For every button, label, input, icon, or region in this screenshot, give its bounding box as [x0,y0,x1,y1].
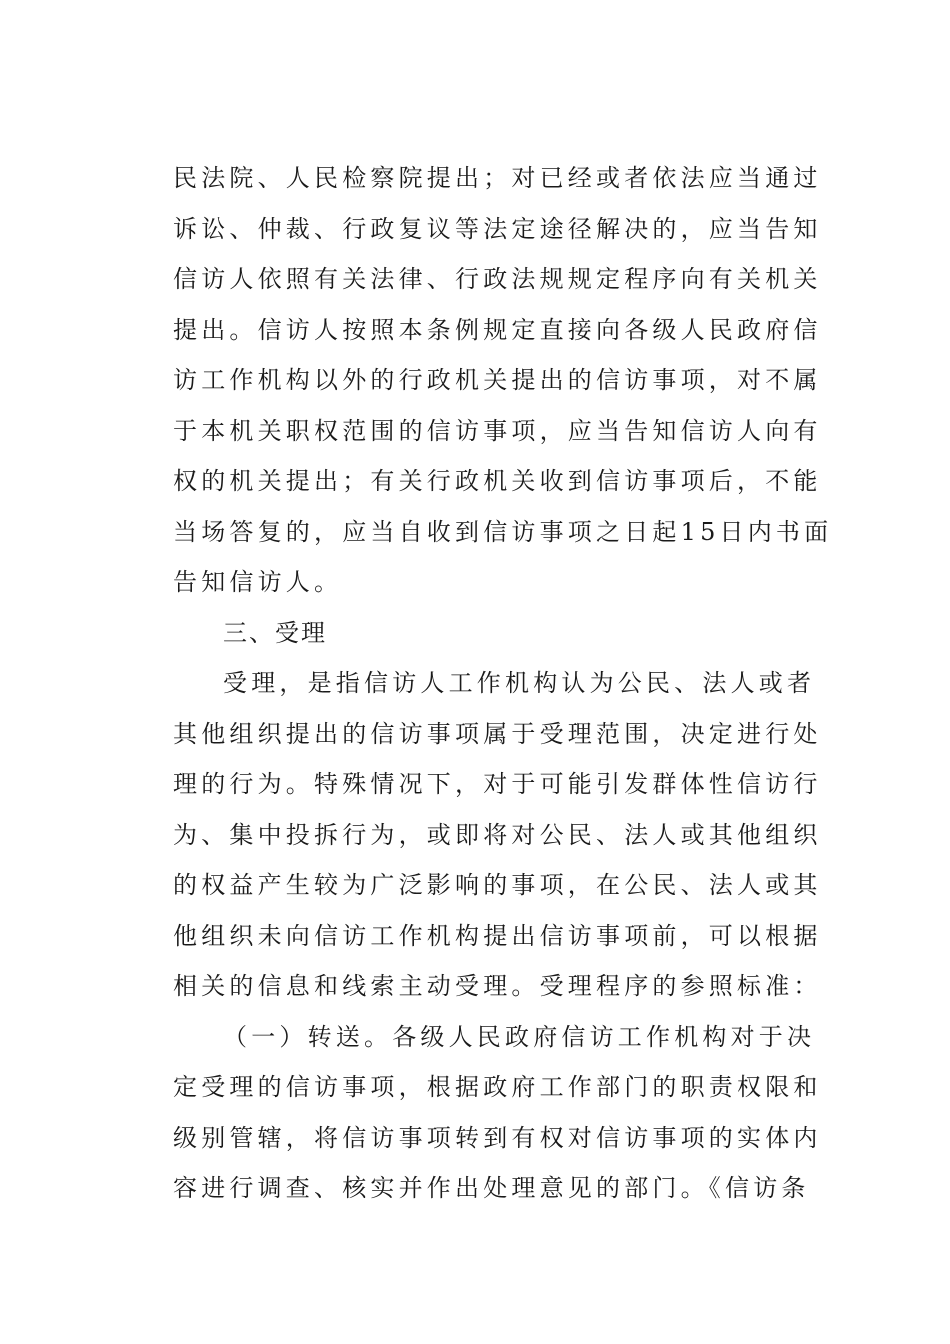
text-line: 理的行为。特殊情况下，对于可能引发群体性信访行 [173,770,822,798]
text-line: 的权益产生较为广泛影响的事项，在公民、法人或其 [173,871,822,899]
text-line: 其他组织提出的信访事项属于受理范围，决定进行处 [173,719,822,748]
text-line: （一）转送。各级人民政府信访工作机构对于决 [223,1022,816,1051]
document-page [173,153,833,1214]
text-line: 提出。信访人按照本条例规定直接向各级人民政府信 [173,315,822,344]
text-line: 告知信访人。 [173,568,343,596]
text-line: 访工作机构以外的行政机关提出的信访事项，对不属 [173,366,822,394]
text-line: 受理，是指信访人工作机构认为公民、法人或者 [223,669,816,697]
section-heading: 三、受理 [223,618,327,647]
text-line: 级别管辖，将信访事项转到有权对信访事项的实体内 [173,1123,822,1152]
text-line: 定受理的信访事项，根据政府工作部门的职责权限和 [173,1073,822,1101]
text-line: 为、集中投拆行为，或即将对公民、法人或其他组织 [173,820,822,849]
text-line: 于本机关职权范围的信访事项，应当告知信访人向有 [173,416,822,445]
text-line: 信访人依照有关法律、行政法规规定程序向有关机关 [173,265,822,293]
text-line: 容进行调查、核实并作出处理意见的部门。《信访条 [173,1174,810,1202]
text-line: 他组织未向信访工作机构提出信访事项前，可以根据 [173,921,822,950]
text-line: 当场答复的，应当自收到信访事项之日起15日内书面 [173,517,833,546]
text-line: 权的机关提出；有关行政机关收到信访事项后，不能 [173,467,822,495]
text-line: 民法院、人民检察院提出；对已经或者依法应当通过 [173,164,822,192]
text-line: 诉讼、仲裁、行政复议等法定途径解决的，应当告知 [173,214,822,243]
text-line: 相关的信息和线索主动受理。受理程序的参照标准： [173,972,822,1000]
